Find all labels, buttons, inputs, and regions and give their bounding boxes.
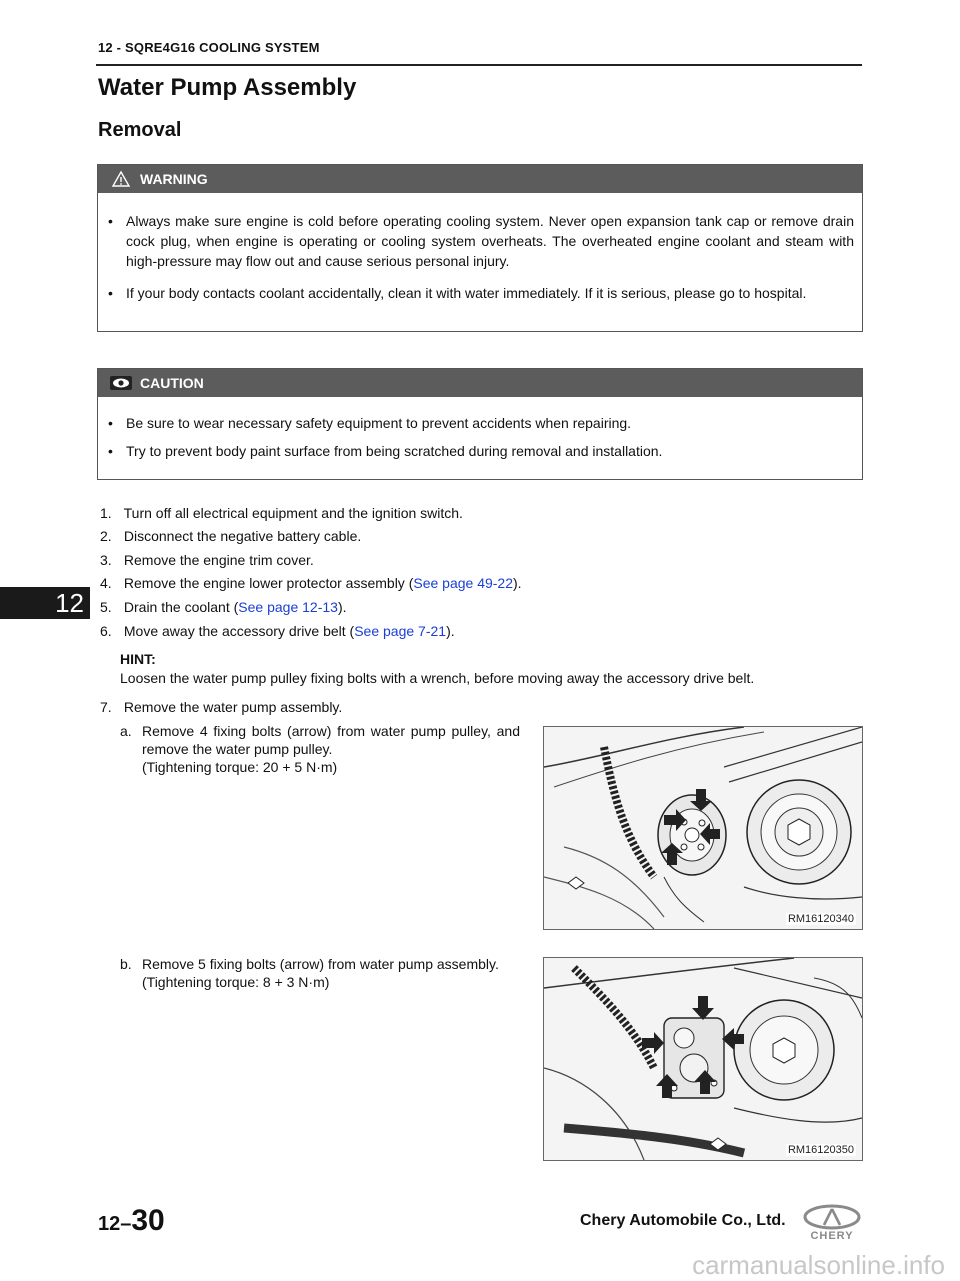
engine-illustration [544,727,862,929]
step-1: 1. Turn off all electrical equipment and the ignition switch. [100,505,463,521]
figure-pump-bolts [543,957,863,1161]
page-number: 12–30 [98,1204,165,1237]
watermark: carmanualsonline.info [692,1250,945,1280]
caution-banner [98,369,862,397]
step-6: 6. Move away the accessory drive belt (See page 7-21). [100,623,455,639]
step-3: 3. Remove the engine trim cover. [100,552,314,568]
caution-item: • Be sure to wear necessary safety equipment to prevent accidents when repairing. [98,413,862,433]
substep-b: b. Remove 5 fixing bolts (arrow) from water pump assembly. (Tightening torque: 8 + 3 N·m) [120,956,499,990]
warning-item: • Always make sure engine is cold before operating cooling system. Never open expansion tank cap or remove drain cock plug, when engine is operating or cooling system overheats. The overheated engine coolant and steam with high-pressure may flow out and cause serious personal injury. [98,211,862,271]
logo-wordmark: CHERY [810,1230,854,1242]
page-link[interactable]: See page 12-13 [238,599,338,615]
section-title: Removal [98,119,182,141]
step-5: 5. Drain the coolant (See page 12-13). [100,599,347,615]
step-2: 2. Disconnect the negative battery cable. [100,528,362,544]
chapter-tab: 12 [0,587,90,619]
engine-illustration [544,958,862,1160]
figure-pulley-bolts [543,726,863,930]
figure-code: RM16120350 [787,1144,854,1156]
step-7: 7. Remove the water pump assembly. [100,699,343,715]
page-link[interactable]: See page 7-21 [354,623,447,639]
caution-item: • Try to prevent body paint surface from being scratched during removal and installation. [98,441,862,461]
step-4: 4. Remove the engine lower protector assembly (See page 49-22). [100,575,522,591]
hint-label: HINT: [120,651,156,667]
figure-code: RM16120340 [787,913,854,925]
caution-box [97,368,863,480]
hint-text: Loosen the water pump pulley fixing bolts with a wrench, before moving away the accessory drive belt. [120,670,755,686]
chery-logo [802,1204,862,1244]
eye-icon [110,374,132,392]
warning-label: WARNING [140,171,208,187]
page-title: Water Pump Assembly [98,74,357,101]
warning-banner [98,165,862,193]
company-name: Chery Automobile Co., Ltd. [580,1212,786,1229]
substep-a: a. Remove 4 fixing bolts (arrow) from water pump pulley, and remove the water pump pulley. (Tightening torque: 20 + 5 N·m) [120,723,520,775]
header-divider [96,64,862,66]
page-link[interactable]: See page 49-22 [413,575,513,591]
chery-logo-icon [802,1204,862,1230]
warning-item: • If your body contacts coolant accidentally, clean it with water immediately. If it is serious, please go to hospital. [98,283,862,303]
warning-triangle-icon [110,170,132,188]
caution-label: CAUTION [140,375,204,391]
running-header: 12 - SQRE4G16 COOLING SYSTEM [98,40,320,55]
warning-box [97,164,863,332]
